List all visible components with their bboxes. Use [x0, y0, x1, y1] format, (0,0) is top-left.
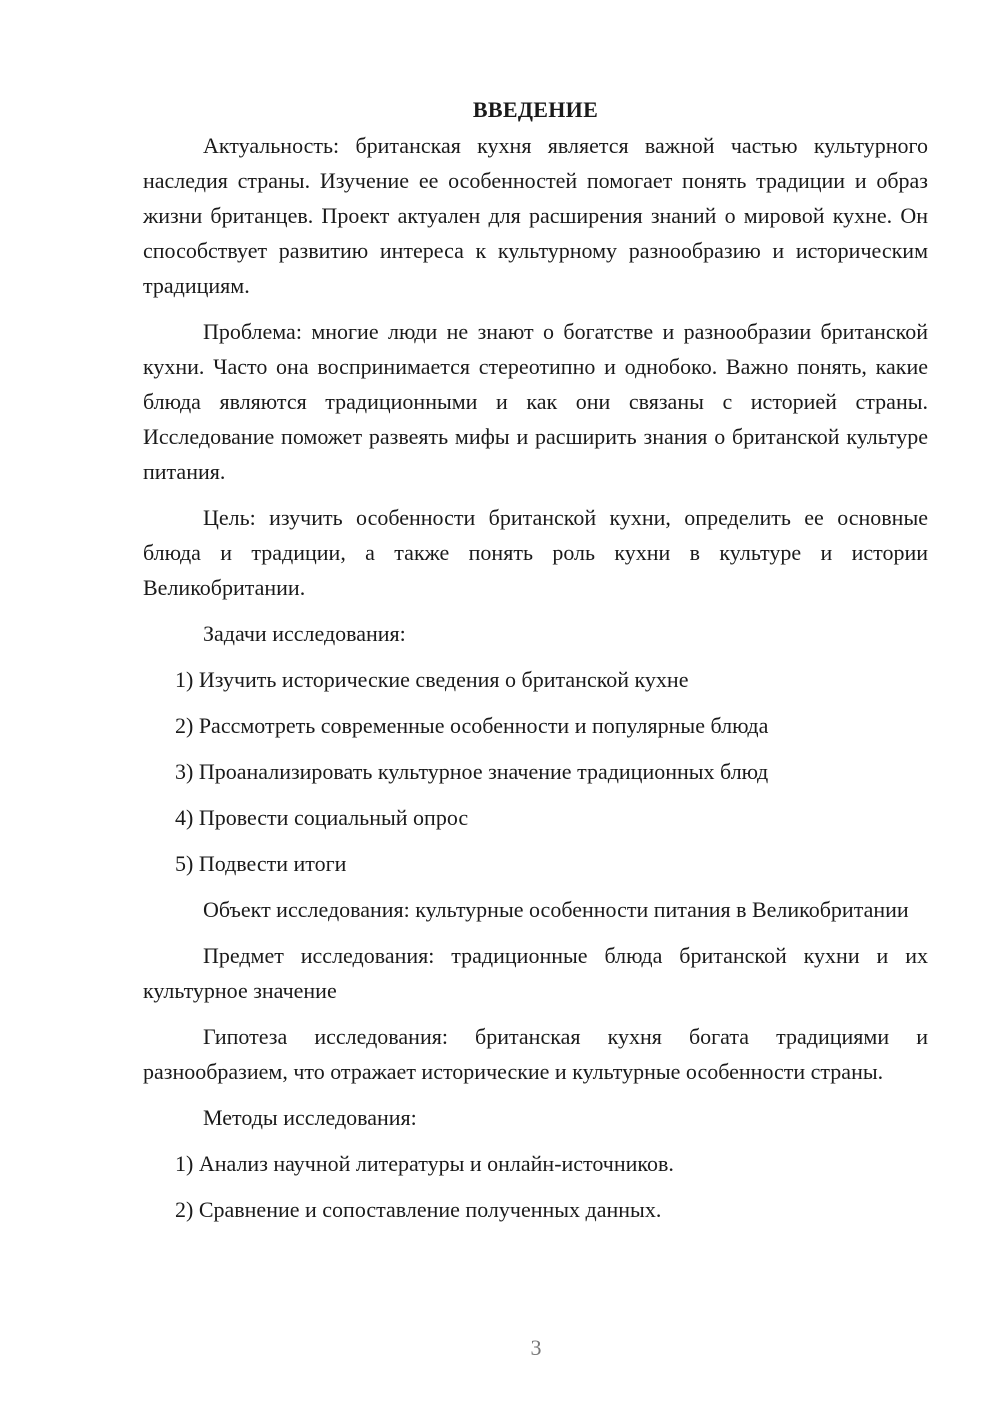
list-item: 4) Провести социальный опрос	[175, 805, 469, 830]
list-item: 3) Проанализировать культурное значение традиционных блюд	[175, 759, 769, 784]
methods-list	[143, 1146, 928, 1227]
methods-heading: Методы исследования:	[203, 1105, 417, 1130]
tasks-list	[143, 662, 928, 881]
page-number: 3	[530, 1335, 542, 1360]
list-item: 2) Сравнение и сопоставление полученных данных.	[175, 1197, 662, 1222]
goal-paragraph: Цель: изучить особенности британской кухни, определить ее основные блюда и традиции, а также понять роль кухни в культуре и истории Великобритании.	[143, 505, 928, 600]
list-item: 1) Анализ научной литературы и онлайн-источников.	[175, 1151, 674, 1176]
tasks-heading: Задачи исследования:	[203, 621, 406, 646]
page-title: ВВЕДЕНИЕ	[472, 97, 599, 122]
hypothesis-paragraph: Гипотеза исследования: британская кухня богата традициями и разнообразием, что отражает исторические и культурные особенности страны.	[143, 1024, 928, 1084]
relevance-paragraph: Актуальность: британская кухня является важной частью культурного наследия страны. Изучение ее особенностей помогает понять традиции и образ жизни британцев. Проект актуален для расширения знаний о мировой кухне. Он способствует развитию интереса к культурному разнообразию и историческим традициям.	[143, 133, 928, 298]
subject-paragraph: Предмет исследования: традиционные блюда британской кухни и их культурное значение	[143, 943, 928, 1003]
page-content	[143, 92, 928, 1238]
problem-paragraph: Проблема: многие люди не знают о богатстве и разнообразии британской кухни. Часто она воспринимается стереотипно и однобоко. Важно понять, какие блюда являются традиционными и как они связаны с историей страны. Исследование поможет развеять мифы и расширить знания о британской культуре питания.	[143, 319, 928, 484]
list-item: 1) Изучить исторические сведения о британской кухне	[175, 667, 689, 692]
object-paragraph: Объект исследования: культурные особенности питания в Великобритании	[203, 897, 909, 922]
list-item: 5) Подвести итоги	[175, 851, 347, 876]
list-item: 2) Рассмотреть современные особенности и популярные блюда	[175, 713, 769, 738]
